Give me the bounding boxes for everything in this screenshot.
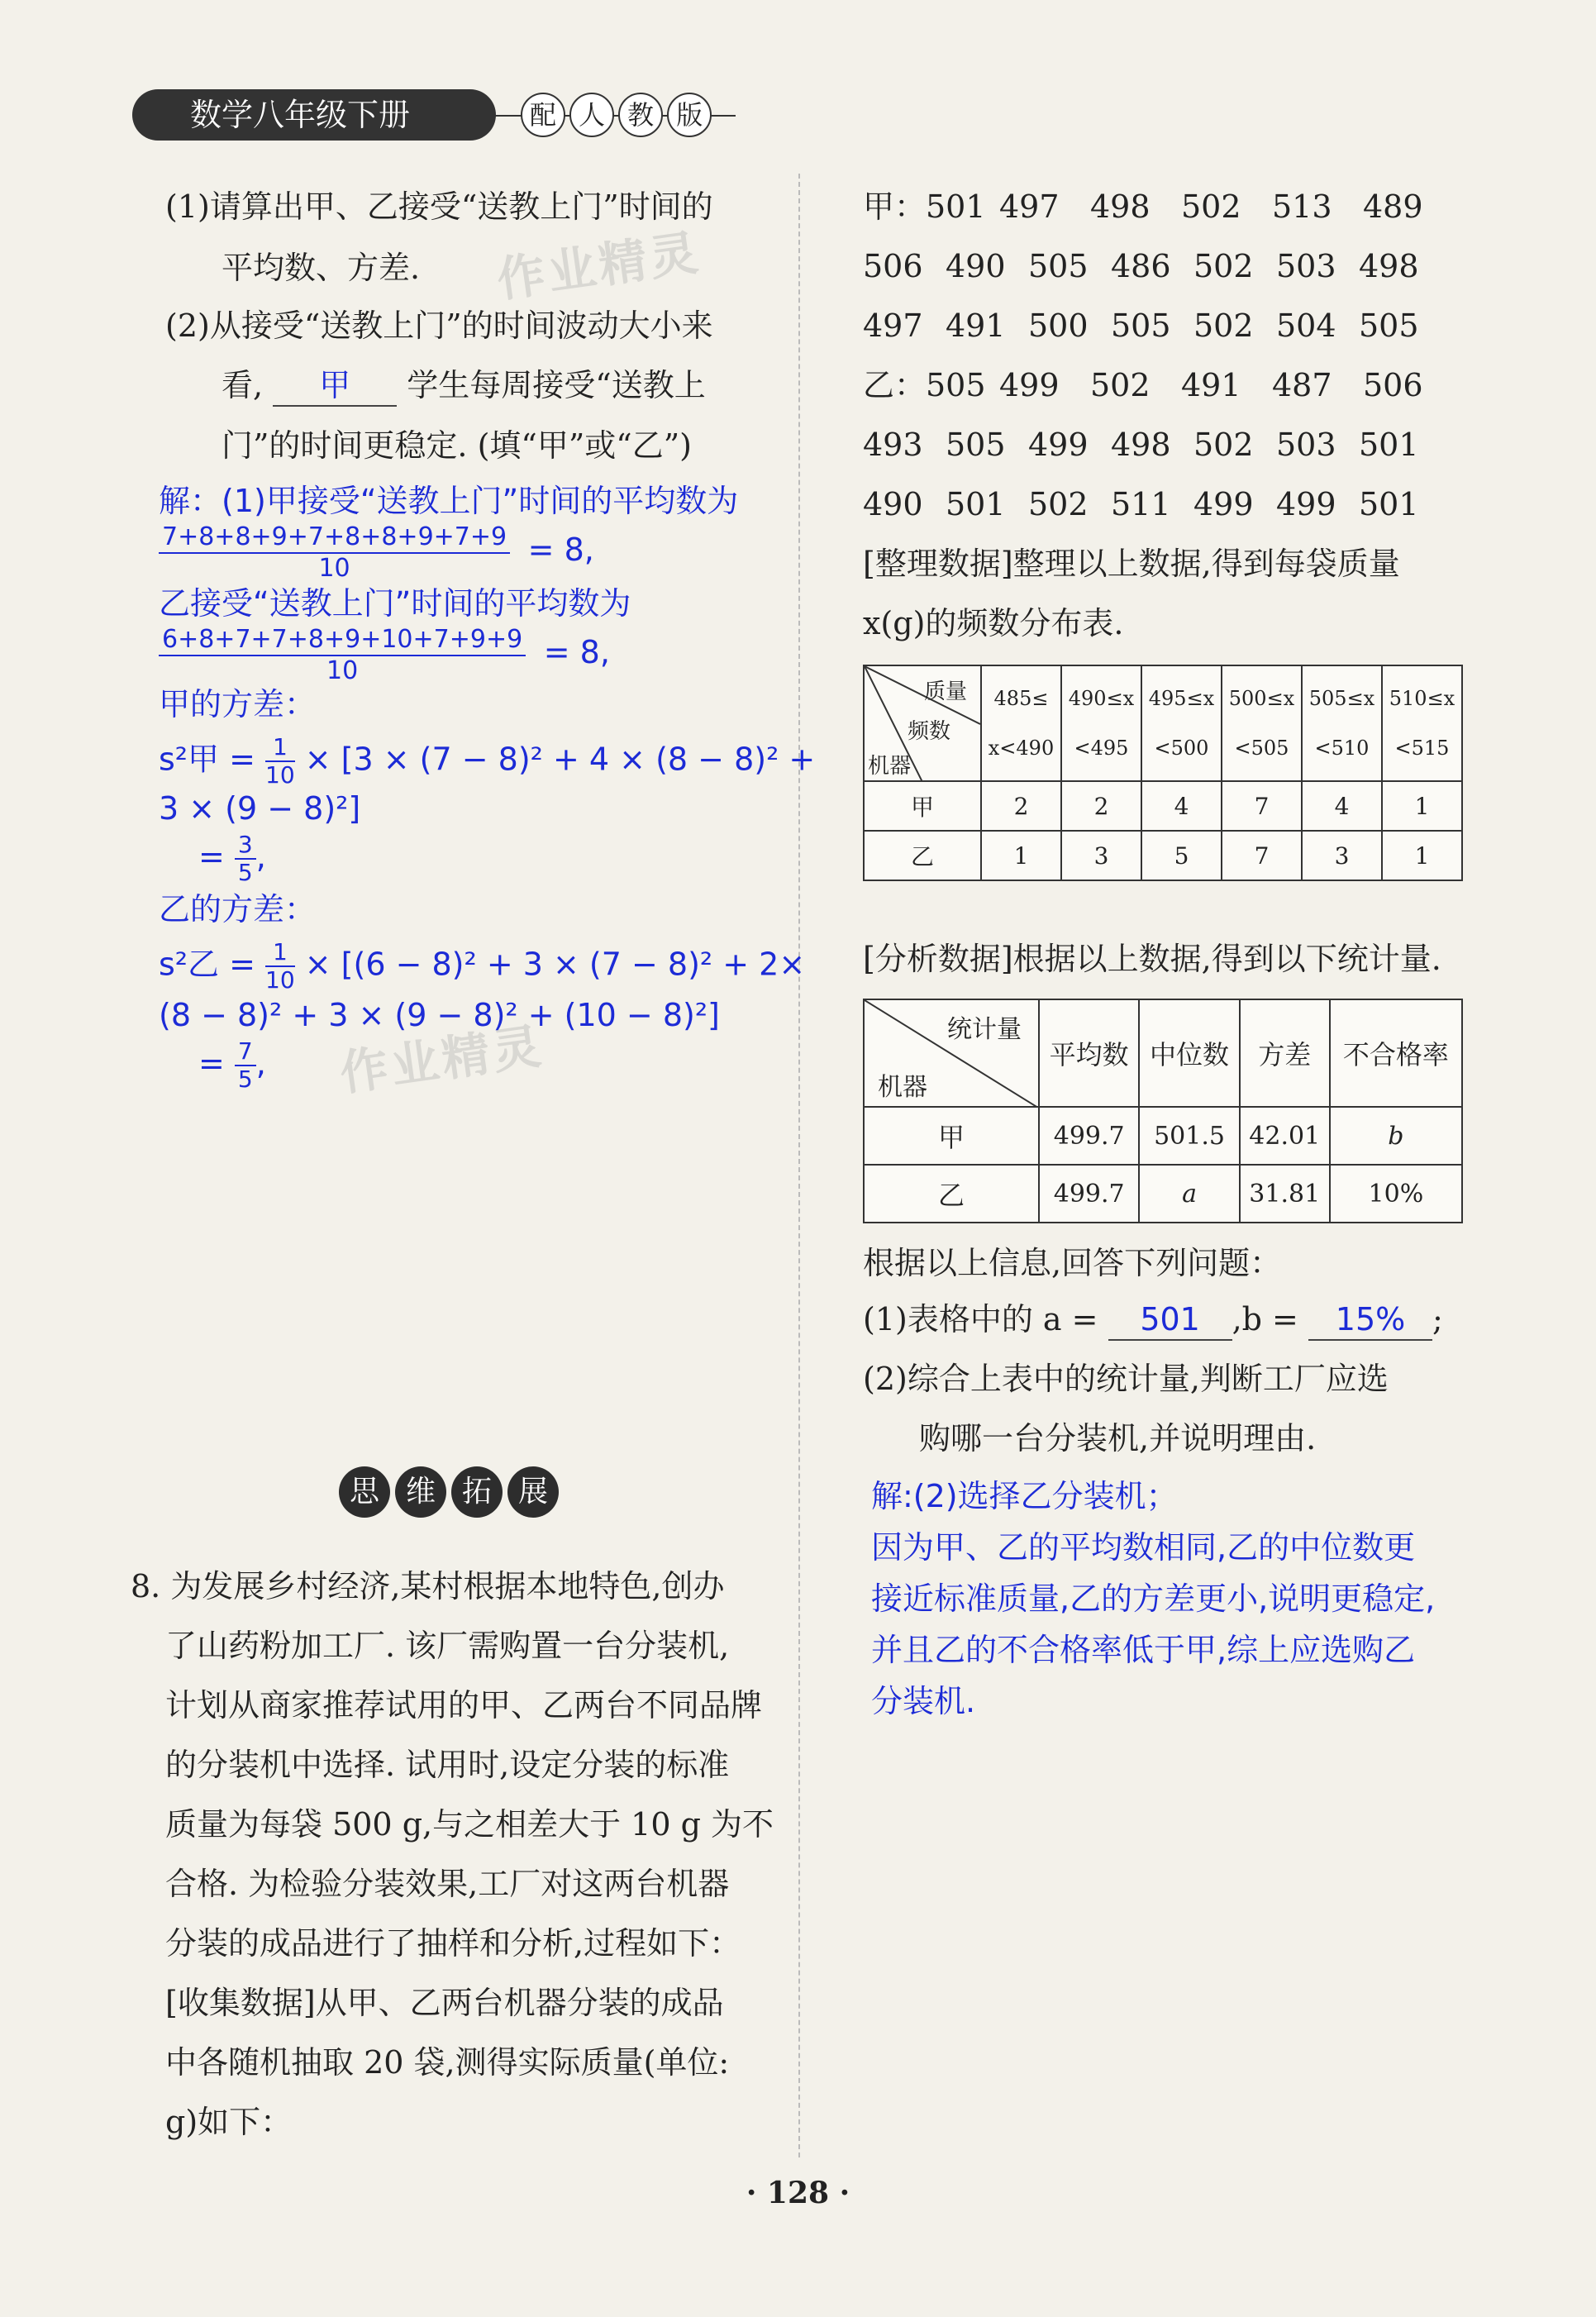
machine-label: 乙 [864,831,981,880]
comma: , [255,838,266,875]
data-value: 490 [946,248,1006,284]
answer-a: 501 [1108,1299,1232,1341]
freq-cell: 1 [1382,781,1462,831]
frac-denominator: 5 [237,1066,253,1093]
data-row [863,306,1419,346]
q8-line: 了山药粉加工厂. 该厂需购置一台分装机, [165,1628,730,1664]
machine-label: 甲 [864,1107,1039,1165]
stat-cell: 10% [1330,1165,1462,1223]
sol2-line: 并且乙的不合格率低于甲,综上应选购乙 [871,1632,1416,1668]
data-value: 491 [946,308,1006,344]
table-row [864,1107,1462,1165]
data-value: 505 [1028,248,1089,284]
stat-header: 不合格率 [1330,999,1462,1107]
data-value: 506 [863,248,923,284]
answer-intro: 根据以上信息,回答下列问题： [863,1245,1282,1281]
semicolon: ; [1432,1301,1443,1337]
data-value: 502 [1028,486,1089,522]
book-title: 数学八年级下册 [190,97,411,133]
freq-cell: 3 [1061,831,1141,880]
data-value: 501 [1359,486,1419,522]
machine-label: 乙 [864,1165,1039,1223]
q1-answer-line [863,1299,1443,1341]
equals: = [198,838,235,875]
watermark: 作业精灵 [493,224,705,308]
q2-answer: 甲 [273,365,397,407]
var2-label: s²乙 = [159,946,266,983]
data-value: 499 [999,367,1060,403]
frac-numerator: 7 [235,1038,256,1066]
data-value: 503 [1276,427,1336,463]
var2-line2: (8 − 8)² + 3 × (9 − 8)² + (10 − 8)²] [159,997,720,1033]
data-value: 513 [1272,188,1332,225]
corner-label: 统计量 [947,1015,1022,1044]
data-value: 487 [1272,367,1332,403]
data-value: 甲：501 [863,188,986,225]
sol1-line2: 乙接受“送教上门”时间的平均数为 [159,585,631,622]
sol2-line: 分装机. [871,1683,976,1719]
q2-right-line2: 购哪一台分装机,并说明理由. [919,1420,1317,1456]
freq-cell: 1 [1382,831,1462,880]
q2-line3: 门”的时间更稳定. (填“甲”或“乙”) [222,427,692,464]
edition-char: 配 [521,93,565,137]
answer-b: 15% [1308,1299,1432,1341]
var1-result [198,832,266,886]
bin-top: 490≤x [1068,687,1135,710]
q1-line2: 平均数、方差. [222,250,421,286]
stat-cell: b [1330,1107,1462,1165]
var2-result [198,1038,266,1093]
q2-line2-end: 学生每周接受“送教上 [407,367,706,403]
data-value: 499 [1028,427,1089,463]
var1-line2: 3 × (9 − 8)²] [159,790,361,827]
data-value: 491 [1181,367,1241,403]
bin-header [1382,665,1462,781]
data-value: 486 [1111,248,1171,284]
frac-numerator: 1 [265,939,295,967]
edition-char: 版 [667,93,712,137]
q2-line2 [222,365,706,407]
bin-bottom: x<490 [988,737,1055,760]
bin-bottom: <500 [1154,737,1209,760]
corner-label: 机器 [868,754,912,779]
bin-header [1141,665,1222,781]
bin-top: 495≤x [1148,687,1215,710]
data-value: 501 [946,486,1006,522]
frac-numerator: 6+8+7+7+8+9+10+7+9+9 [159,625,526,656]
frac-result: = 8, [543,633,610,670]
stat-cell: 501.5 [1139,1107,1239,1165]
q8-line: 质量为每袋 500 g,与之相差大于 10 g 为不 [165,1806,774,1843]
data-value: 489 [1363,188,1423,225]
sol2-line: 因为甲、乙的平均数相同,乙的中位数更 [871,1529,1416,1566]
equals: = [198,1045,235,1082]
watermark: 作业精灵 [336,1018,548,1102]
sol1-line3: 甲的方差： [159,686,317,722]
frac-denominator: 5 [237,859,253,886]
freq-cell: 7 [1222,831,1302,880]
stat-cell: 31.81 [1240,1165,1330,1223]
data-value: 502 [1193,427,1254,463]
data-value: 504 [1276,308,1336,344]
freq-cell: 4 [1302,781,1382,831]
comma: , [255,1045,266,1082]
frequency-table [863,665,1463,881]
data-value: 498 [1359,248,1419,284]
stat-header: 中位数 [1139,999,1239,1107]
sol2-line: 接近标准质量,乙的方差更小,说明更稳定, [871,1580,1436,1617]
data-row [863,246,1419,286]
bin-top: 505≤x [1308,687,1375,710]
stat-header: 方差 [1240,999,1330,1107]
q2-line2-start: 看, [222,367,264,403]
q2-right-line1: (2)综合上表中的统计量,判断工厂应选 [863,1361,1389,1397]
data-value: 乙：505 [863,367,986,403]
var1-label: s²甲 = [159,741,266,778]
section-char: 拓 [451,1466,503,1518]
analyze-line: [分析数据]根据以上数据,得到以下统计量. [863,941,1441,977]
data-row [863,484,1419,524]
freq-corner [864,665,981,781]
bin-bottom: <505 [1234,737,1289,760]
data-value: 498 [1111,427,1171,463]
statistics-table [863,999,1463,1223]
data-value: 502 [1090,367,1151,403]
var1-expr: × [3 × (7 − 8)² + 4 × (8 − 8)² + [304,741,816,778]
q1-text: (1)表格中的 a = [863,1301,1098,1337]
data-value: 505 [1111,308,1171,344]
sol2-line: 解:(2)选择乙分装机； [871,1478,1178,1514]
sol1-frac2 [159,625,610,686]
bin-top: 485≤ [993,687,1049,710]
data-value: 505 [1359,308,1419,344]
data-row [863,425,1419,465]
corner-label: 机器 [878,1073,927,1102]
frac-numerator: 3 [235,832,256,860]
sol1-frac1 [159,522,594,584]
freq-cell: 2 [1061,781,1141,831]
q8-line: 合格. 为检验分装效果,工厂对这两台机器 [165,1866,730,1902]
data-value: 505 [946,427,1006,463]
var2-line1 [159,939,805,994]
organize-line2: x(g)的频数分布表. [863,605,1124,641]
freq-cell: 3 [1302,831,1382,880]
freq-cell: 4 [1141,781,1222,831]
q8-line: 中各随机抽取 20 袋,测得实际质量(单位: [165,2044,730,2081]
data-value: 503 [1276,248,1336,284]
stat-cell: 499.7 [1039,1165,1139,1223]
bin-bottom: <495 [1074,737,1129,760]
section-badge [339,1466,564,1518]
column-divider [798,174,800,2157]
stat-cell: 42.01 [1240,1107,1330,1165]
freq-cell: 7 [1222,781,1302,831]
freq-cell: 1 [981,831,1061,880]
q8-line: g)如下： [165,2104,293,2140]
bin-bottom: <510 [1314,737,1370,760]
var1-line1 [159,734,815,789]
edition-char: 人 [569,93,614,137]
sol1-line1: 解：(1)甲接受“送教上门”时间的平均数为 [159,483,739,519]
bin-top: 500≤x [1228,687,1295,710]
q8-line: [收集数据]从甲、乙两台机器分装的成品 [165,1985,724,2021]
frac-denominator: 10 [326,656,359,685]
machine-label: 甲 [864,781,981,831]
data-value: 502 [1193,248,1254,284]
page-number: · 128 · [746,2176,850,2210]
freq-cell: 5 [1141,831,1222,880]
q8-line: 8. 为发展乡村经济,某村根据本地特色,创办 [131,1568,725,1604]
bin-header [1302,665,1382,781]
section-char: 维 [395,1466,446,1518]
q1-text-mid: ,b = [1232,1301,1298,1337]
stat-corner [864,999,1039,1107]
data-value: 500 [1028,308,1089,344]
data-value: 497 [863,308,923,344]
sol1-line4: 乙的方差： [159,891,317,927]
bin-header [1222,665,1302,781]
data-value: 499 [1276,486,1336,522]
bin-header [1061,665,1141,781]
q8-line: 分装的成品进行了抽样和分析,过程如下： [165,1925,741,1962]
freq-cell: 2 [981,781,1061,831]
data-value: 499 [1193,486,1254,522]
stat-cell: a [1139,1165,1239,1223]
data-row [863,365,1423,405]
q2-line1: (2)从接受“送教上门”的时间波动大小来 [165,308,713,344]
section-char: 展 [507,1466,559,1518]
organize-line1: [整理数据]整理以上数据,得到每袋质量 [863,546,1400,582]
data-value: 511 [1111,486,1171,522]
stat-cell: 499.7 [1039,1107,1139,1165]
table-row [864,781,1462,831]
table-row [864,831,1462,880]
table-row [864,1165,1462,1223]
edition-badges [521,93,712,137]
bin-header [981,665,1061,781]
q1-line1: (1)请算出甲、乙接受“送教上门”时间的 [165,188,713,225]
data-value: 501 [1359,427,1419,463]
frac-denominator: 10 [318,554,350,583]
data-value: 502 [1181,188,1241,225]
data-value: 506 [1363,367,1423,403]
bin-bottom: <515 [1394,737,1450,760]
corner-label: 质量 [924,679,968,704]
bin-top: 510≤x [1389,687,1455,710]
data-value: 490 [863,486,923,522]
data-row [863,187,1423,226]
var2-expr: × [(6 − 8)² + 3 × (7 − 8)² + 2× [304,946,806,983]
edition-char: 教 [618,93,663,137]
q8-line: 计划从商家推荐试用的甲、乙两台不同品牌 [165,1687,763,1723]
stat-header: 平均数 [1039,999,1139,1107]
data-value: 493 [863,427,923,463]
data-value: 502 [1193,308,1254,344]
frac-denominator: 10 [265,761,295,789]
frac-numerator: 1 [265,734,295,762]
section-char: 思 [339,1466,390,1518]
frac-denominator: 10 [265,966,295,994]
q8-line: 的分装机中选择. 试用时,设定分装的标准 [165,1747,730,1783]
corner-label: 频数 [908,719,951,744]
frac-result: = 8, [527,531,594,568]
data-value: 498 [1090,188,1151,225]
frac-numerator: 7+8+8+9+7+8+8+9+7+9 [159,522,510,554]
data-value: 497 [999,188,1060,225]
